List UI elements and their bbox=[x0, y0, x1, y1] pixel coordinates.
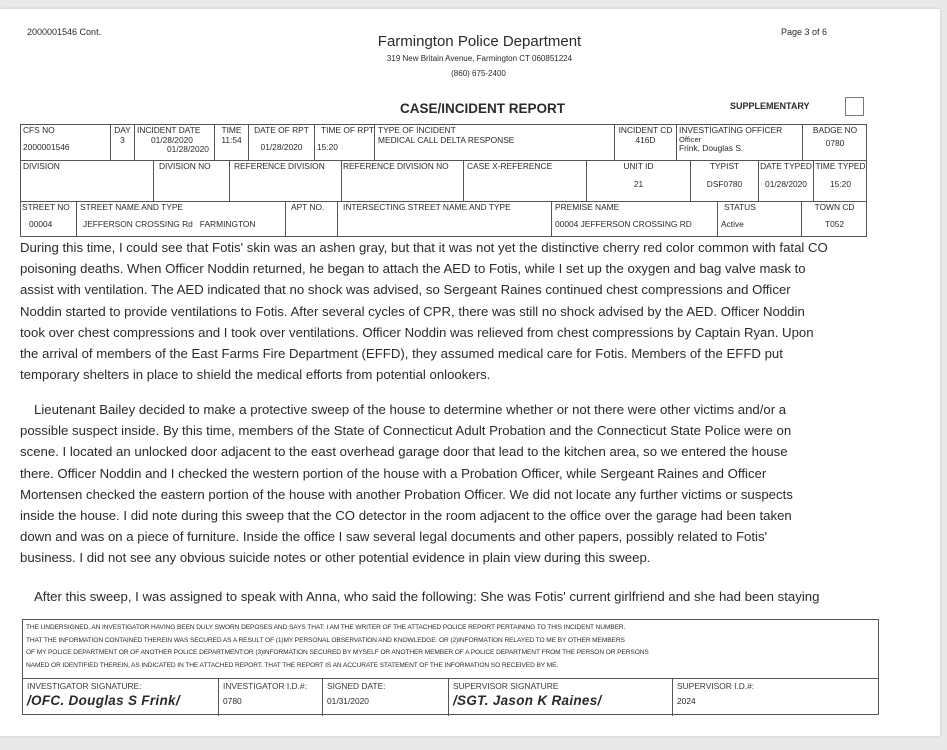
street-name-label: STREET NAME AND TYPE bbox=[80, 202, 184, 212]
investigator-id-label: INVESTIGATOR I.D.#: bbox=[223, 681, 307, 691]
division-no-cell bbox=[154, 160, 230, 201]
day-label: DAY bbox=[114, 125, 131, 135]
time-of-rpt-cell bbox=[315, 124, 375, 160]
department-phone bbox=[0, 69, 947, 78]
supervisor-signature-cell bbox=[449, 679, 673, 716]
street-name-value: JEFFERSON CROSSING Rd FARMINGTON bbox=[83, 218, 256, 229]
reference-division-no-label: REFERENCE DIVISION NO bbox=[343, 161, 449, 171]
time-typed-value: 15:20 bbox=[830, 178, 851, 189]
intersecting-street-cell bbox=[338, 201, 552, 237]
street-no-value: 00004 bbox=[29, 218, 53, 229]
investigator-signature-cell bbox=[23, 679, 219, 716]
investigating-officer-rank: Officer bbox=[679, 134, 702, 144]
time-value: 11:54 bbox=[221, 134, 242, 145]
case-x-reference-cell bbox=[464, 160, 587, 201]
investigating-officer-value: Frink, Douglas S. bbox=[679, 143, 744, 154]
street-no-label: STREET NO bbox=[22, 202, 70, 212]
day-value: 3 bbox=[120, 134, 125, 145]
time-cell bbox=[215, 124, 249, 160]
narrative-line: the arrival of members of the East Farms Fire Department (EFFD), they assumed medical care for Fotis. Members of the EFFD put bbox=[20, 346, 783, 362]
badge-no-value: 0780 bbox=[825, 137, 845, 148]
supplementary-label: SUPPLEMENTARY bbox=[730, 101, 810, 111]
date-typed-value: 01/28/2020 bbox=[765, 178, 807, 189]
time-of-rpt-value: 15:20 bbox=[317, 141, 338, 152]
day-cell bbox=[111, 124, 135, 160]
division-no-label: DIVISION NO bbox=[159, 161, 211, 171]
certification-statement bbox=[26, 622, 649, 672]
narrative-line: possible suspect inside. By this time, members of the State of Connecticut Adult Probation and the Connecticut State Police were on bbox=[20, 423, 792, 439]
table-row-division bbox=[20, 160, 867, 201]
reference-division-cell bbox=[230, 160, 342, 201]
reference-division-no-cell bbox=[342, 160, 464, 201]
supervisor-id-label: SUPERVISOR I.D.#: bbox=[677, 681, 755, 691]
town-cd-cell bbox=[802, 201, 867, 237]
investigator-id-value: 0780 bbox=[223, 696, 242, 706]
intersecting-street-label: INTERSECTING STREET NAME AND TYPE bbox=[343, 202, 511, 212]
narrative-line: there. Officer Noddin and I checked the western portion of the house with a Probation Officer, while Sergeant Raines and Officer bbox=[20, 465, 767, 481]
typist-cell bbox=[691, 160, 759, 201]
certification-line: THAT THE INFORMATION CONTAINED THEREIN WAS SECURED AS A RESULT OF (1)MY PERSONAL OBSERVATION AND KNOWLEDGE: OR (2)INFORMATION RELAYED TO ME BY OTHER MEMBERS bbox=[26, 636, 625, 644]
unit-id-cell bbox=[587, 160, 691, 201]
street-no-cell bbox=[20, 201, 77, 237]
narrative-line: After this sweep, I was assigned to speak with Anna, who said the following: She was Fotis' current girlfriend and she had been staying bbox=[34, 589, 820, 604]
date-of-rpt-label: DATE OF RPT bbox=[254, 125, 309, 135]
incident-cd-label: INCIDENT CD bbox=[618, 125, 673, 135]
street-name-cell bbox=[77, 201, 286, 237]
supplementary-checkbox[interactable] bbox=[845, 97, 864, 116]
investigator-id-cell bbox=[219, 679, 323, 716]
report-title: CASE/INCIDENT REPORT bbox=[400, 101, 566, 116]
typist-label: TYPIST bbox=[709, 161, 740, 171]
certification-line: THE UNDERSIGNED, AN INVESTIGATOR HAVING BEEN DULY SWORN DEPOSES AND SAYS THAT: I AM THE WRITER OF THE ATTACHED POLICE REPORT PERTAINING TO THIS INCIDENT NUMBER. bbox=[26, 624, 626, 631]
date-of-rpt-value: 01/28/2020 bbox=[260, 141, 303, 152]
incident-date-cell bbox=[135, 124, 215, 160]
investigator-signature-label: INVESTIGATOR SIGNATURE: bbox=[27, 681, 142, 691]
narrative-paragraph-1 bbox=[20, 237, 890, 385]
incident-date-label: INCIDENT DATE bbox=[137, 125, 201, 135]
supervisor-signature-label: SUPERVISOR SIGNATURE bbox=[453, 681, 559, 691]
time-typed-cell bbox=[814, 160, 867, 201]
narrative-line: inside the house. I did note during this sweep that the CO detector in the room adjacent to the office over the garage had been taken bbox=[20, 508, 792, 524]
department-address bbox=[0, 54, 947, 63]
status-value: Active bbox=[721, 218, 744, 229]
case-reference: 2000001546 Cont. bbox=[27, 27, 102, 37]
narrative-line: business. I did not see any obvious suicide notes or other potential evidence in plain view during this sweep. bbox=[20, 550, 651, 566]
apt-no-cell bbox=[286, 201, 338, 237]
premise-name-cell bbox=[552, 201, 718, 237]
cfs-no-cell bbox=[20, 124, 111, 160]
cfs-no-value: 2000001546 bbox=[23, 141, 70, 152]
apt-no-label: APT NO. bbox=[291, 202, 325, 212]
narrative-line: Lieutenant Bailey decided to make a protective sweep of the house to determine whether or not there were other victims and/or a bbox=[34, 402, 787, 417]
incident-date-value: 01/28/2020 bbox=[151, 134, 193, 145]
supervisor-id-cell bbox=[673, 679, 878, 716]
supervisor-id-value: 2024 bbox=[677, 696, 696, 706]
division-cell bbox=[20, 160, 154, 201]
signed-date-cell bbox=[323, 679, 449, 716]
badge-no-label: BADGE NO bbox=[812, 125, 858, 135]
unit-id-value: 21 bbox=[633, 178, 644, 189]
unit-id-label: UNIT ID bbox=[623, 161, 654, 171]
time-of-rpt-label: TIME OF RPT bbox=[321, 125, 375, 135]
supervisor-signature-value: /SGT. Jason K Raines/ bbox=[453, 693, 602, 708]
reference-division-label: REFERENCE DIVISION bbox=[234, 161, 325, 171]
narrative-line: poisoning deaths. When Officer Noddin returned, he began to attach the AED to Fotis, while I set up the oxygen and bag valve mask to bbox=[20, 261, 806, 277]
narrative-paragraph-3 bbox=[20, 586, 890, 607]
badge-no-cell bbox=[803, 124, 867, 160]
premise-name-value: 00004 JEFFERSON CROSSING RD bbox=[555, 218, 692, 229]
investigator-signature-value: /OFC. Douglas S Frink/ bbox=[27, 693, 180, 708]
typist-value: DSF0780 bbox=[706, 178, 743, 189]
case-x-reference-label: CASE X-REFERENCE bbox=[467, 161, 553, 171]
date-typed-cell bbox=[759, 160, 814, 201]
incident-cd-value: 416D bbox=[635, 134, 656, 145]
status-cell bbox=[718, 201, 802, 237]
time-typed-label: TIME TYPED bbox=[815, 161, 866, 171]
town-cd-value: T052 bbox=[824, 218, 845, 229]
incident-date-value-2: 01/28/2020 bbox=[167, 144, 209, 155]
premise-name-label: PREMISE NAME bbox=[555, 202, 620, 212]
table-row-incident bbox=[20, 124, 867, 160]
narrative-line: assist with ventilation. The AED indicated that no shock was advised, so Sergeant Raines continued chest compressions and Officer bbox=[20, 282, 791, 298]
date-of-rpt-cell bbox=[249, 124, 315, 160]
narrative-line: down and was on a piece of furniture. Inside the office I saw several legal documents and other papers, possibly related to Fotis' bbox=[20, 529, 768, 545]
cfs-no-label: CFS NO bbox=[23, 125, 55, 135]
narrative-line: During this time, I could see that Fotis' skin was an ashen gray, but that it was not yet the distinctive cherry red color common with fatal CO bbox=[20, 240, 828, 255]
investigating-officer-cell bbox=[677, 124, 803, 160]
narrative-line: took over chest compressions and I took over ventilations. Officer Noddin was relieved from chest compressions by Captain Ryan. Upon bbox=[20, 324, 814, 340]
department-name bbox=[0, 33, 947, 50]
narrative-paragraph-2 bbox=[20, 399, 890, 569]
time-label: TIME bbox=[221, 125, 242, 135]
page-number: Page 3 of 6 bbox=[781, 27, 828, 37]
narrative-line: temporary shelters in place to shield the medical efforts from potential onlookers. bbox=[20, 367, 491, 383]
signed-date-value: 01/31/2020 bbox=[327, 696, 369, 706]
department-address-text: 319 New Britain Avenue, Farmington CT 060851224 bbox=[386, 54, 573, 63]
signature-row bbox=[23, 678, 878, 716]
department-name-text: Farmington Police Department bbox=[377, 33, 582, 50]
town-cd-label: TOWN CD bbox=[814, 202, 855, 212]
division-label: DIVISION bbox=[23, 161, 60, 171]
type-of-incident-cell bbox=[375, 124, 615, 160]
narrative-line: Mortensen checked the eastern portion of the house with another Probation Officer. We did not locate any further victims or suspects bbox=[20, 486, 793, 502]
incident-cd-cell bbox=[615, 124, 677, 160]
type-of-incident-label: TYPE OF INCIDENT bbox=[378, 125, 456, 135]
investigating-officer-label: INVESTIGATING OFFICER bbox=[679, 125, 783, 135]
certification-line: NAMED OR IDENTIFIED THEREIN, AS INDICATED IN THE ATTACHED REPORT. THAT THE REPORT IS AN ACCURATE STATEMENT OF THE INFORMATION SO RECEIVED BY ME. bbox=[26, 661, 559, 669]
narrative-line: Noddin started to provide ventilations to Fotis. After several cycles of CPR, there was still no shock advised by the AED. Officer Noddin bbox=[20, 303, 805, 319]
status-label: STATUS bbox=[724, 202, 756, 212]
type-of-incident-value: MEDICAL CALL DELTA RESPONSE bbox=[378, 134, 515, 145]
table-row-location bbox=[20, 201, 867, 237]
certification-box bbox=[22, 619, 879, 715]
signed-date-label: SIGNED DATE: bbox=[327, 681, 386, 691]
date-typed-label: DATE TYPED bbox=[760, 161, 812, 171]
certification-line: OF MY POLICE DEPARTMENT OR OF ANOTHER POLICE DEPARTMENT:OR (3)INFORMATION SECURED BY MYSELF OR ANOTHER MEMBER OF A POLICE DEPARTMENT FROM THE PERSON OR PERSONS bbox=[26, 649, 649, 657]
narrative-line: scene. I located an unlocked door adjacent to the east overhead garage door that lead to the kitchen area, so we entered the house bbox=[20, 444, 788, 460]
department-phone-text: (860) 675-2400 bbox=[451, 69, 506, 78]
